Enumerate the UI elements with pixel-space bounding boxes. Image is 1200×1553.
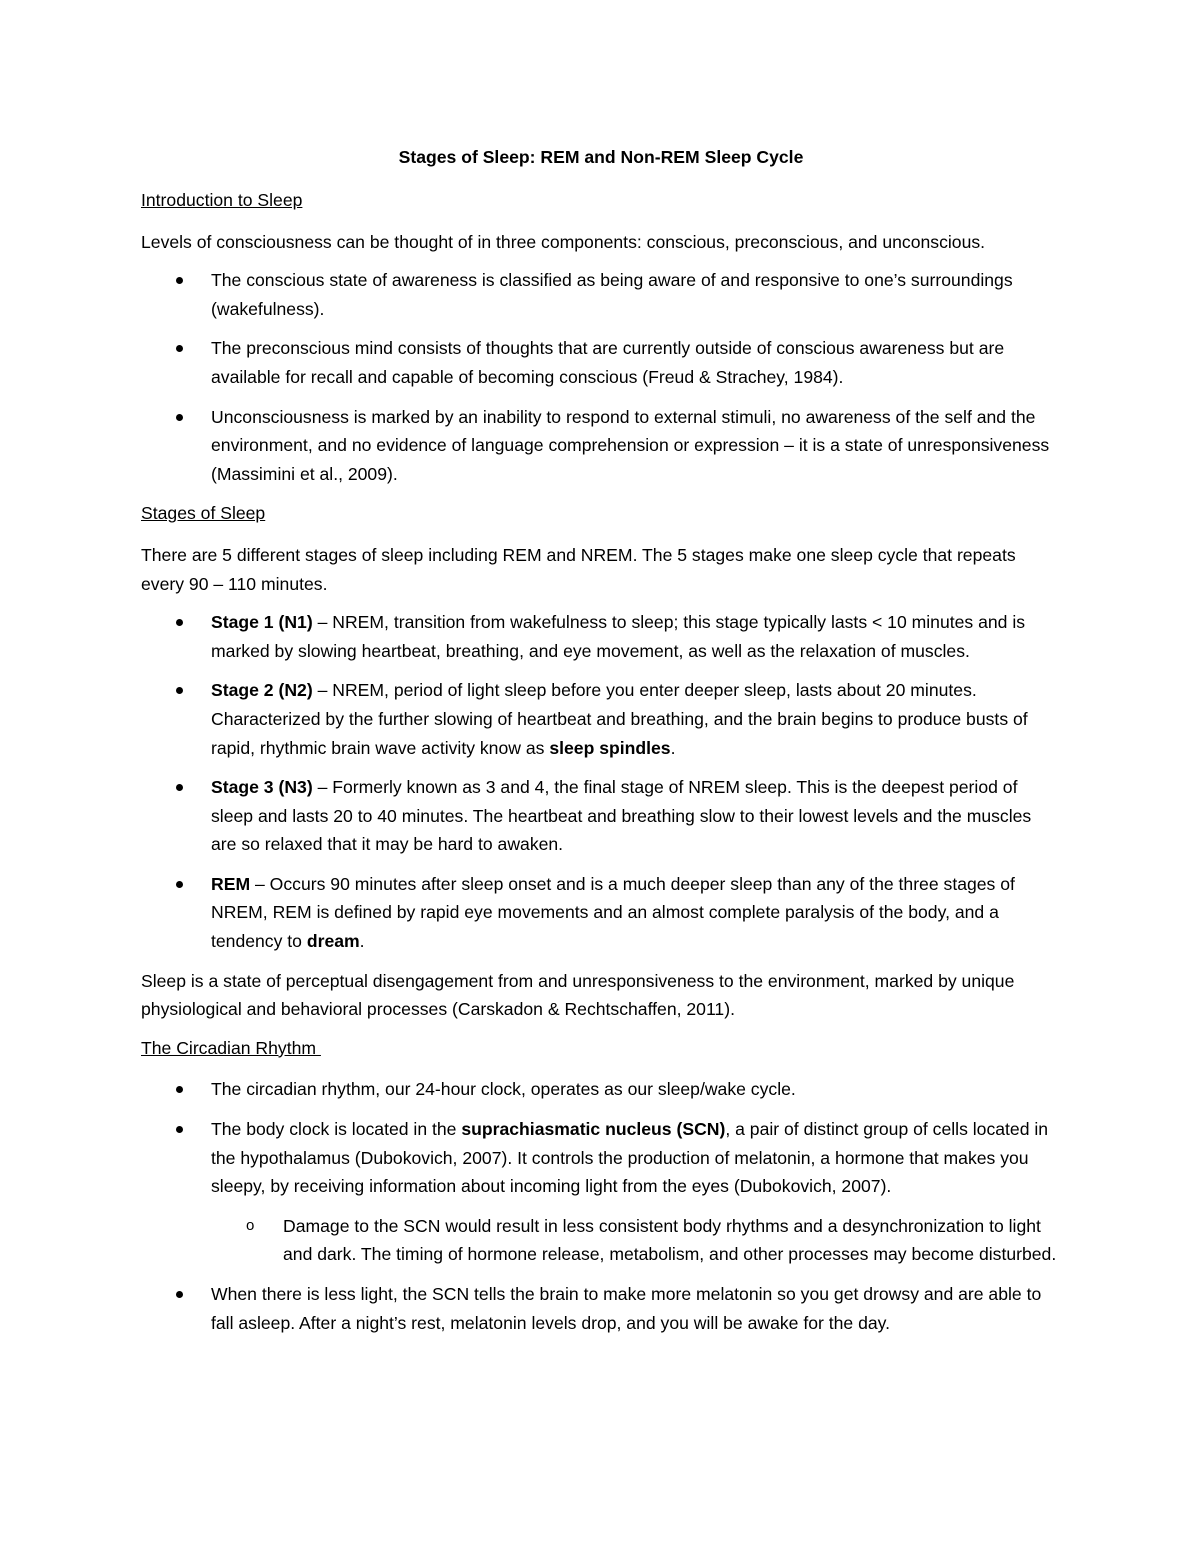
bold-term: dream (306, 931, 360, 952)
section-heading-circadian: The Circadian Rhythm (141, 1037, 321, 1058)
stage-label: Stage 1 (N1) (211, 612, 313, 633)
list-item-stage-2 (141, 676, 1061, 762)
bullet-icon (176, 784, 183, 791)
list-item (141, 1280, 1061, 1337)
sub-list (211, 1212, 1061, 1269)
sleep-definition-paragraph: Sleep is a state of perceptual disengagement from and unresponsiveness to the environment, marked by unique physiological and behavioral processes (Carskadon & Rechtschaffen, 2011). (141, 970, 1015, 1020)
list-item (141, 403, 1061, 489)
bold-term: sleep spindles (549, 737, 671, 758)
bullet-icon (176, 619, 183, 626)
sleep-stages-list (141, 608, 1061, 956)
section-heading-stages: Stages of Sleep (141, 503, 266, 524)
consciousness-list (141, 266, 1061, 488)
section-heading-introduction: Introduction to Sleep (141, 190, 303, 210)
list-item-stage-3 (141, 773, 1061, 859)
circadian-list (141, 1075, 1061, 1337)
sub-list-item-text: Damage to the SCN would result in less consistent body rhythms and a desynchronization to light and dark. The timing of hormone release, metabolism, and other processes may become disturbed. (283, 1215, 1057, 1265)
list-item (141, 1115, 1061, 1269)
list-item-stage-1 (141, 608, 1061, 665)
list-item-text: The circadian rhythm, our 24-hour clock, operates as our sleep/wake cycle. (211, 1079, 796, 1100)
list-item (141, 266, 1061, 323)
bullet-icon (176, 345, 183, 352)
list-item-text: Unconsciousness is marked by an inability to respond to external stimuli, no awareness of the self and the environment, and no evidence of language comprehension or expression – it is a state of unresponsiveness (Massimini et al., 2009). (211, 406, 1050, 484)
list-item-text: The preconscious mind consists of thoughts that are currently outside of conscious awareness but are available for recall and capable of becoming conscious (Freud & Strachey, 1984). (211, 338, 1005, 387)
stage-description: – Occurs 90 minutes after sleep onset and is a much deeper sleep than any of the three stages of NREM, REM is defined by rapid eye movements and an almost complete paralysis of the body, and a tendency to (211, 873, 1015, 952)
stage-description: – Formerly known as 3 and 4, the final stage of NREM sleep. This is the deepest period of sleep and lasts 20 to 40 minutes. The heartbeat and breathing slow to their lowest levels and the muscles are so relaxed that it may be hard to awaken. (211, 777, 1032, 855)
list-item-text: The conscious state of awareness is classified as being aware of and responsive to one’s surroundings (wakefulness). (211, 270, 1013, 319)
sub-list-item (141, 1212, 1061, 1269)
stage-label: Stage 3 (N3) (211, 777, 313, 798)
stage-description: – NREM, transition from wakefulness to sleep; this stage typically lasts < 10 minutes and is marked by slowing heartbeat, breathing, and eye movement, as well as the relaxation of muscles. (211, 612, 1026, 661)
bullet-icon (176, 1126, 183, 1133)
list-item-text: , a pair of distinct group of cells located in the hypothalamus (Dubokovich, 2007). It controls the production of melatonin, a hormone that makes you sleepy, by receiving information about incoming light from the eyes (Dubokovich, 2007). (211, 1119, 1049, 1197)
bold-term: suprachiasmatic nucleus (SCN) (461, 1119, 726, 1140)
sentence-end: . (670, 737, 676, 758)
bullet-icon (176, 277, 183, 284)
bullet-icon (176, 881, 183, 888)
bullet-icon (176, 414, 183, 421)
sub-bullet-icon: o (246, 1216, 255, 1234)
list-item-rem (141, 870, 1061, 956)
stage-label: REM (211, 873, 251, 894)
list-item-text: When there is less light, the SCN tells the brain to make more melatonin so you get drowsy and are able to fall asleep. After a night’s rest, melatonin levels drop, and you will be awake for the day. (211, 1284, 1042, 1333)
document-body (141, 143, 1061, 1348)
bullet-icon (176, 1086, 183, 1093)
list-item (141, 334, 1061, 391)
stage-label: Stage 2 (N2) (211, 680, 313, 701)
stages-paragraph: There are 5 different stages of sleep including REM and NREM. The 5 stages make one sleep cycle that repeats every 90 – 110 minutes. (141, 544, 1016, 594)
document-title: Stages of Sleep: REM and Non-REM Sleep Cycle (398, 147, 804, 167)
stage-description: – NREM, period of light sleep before you enter deeper sleep, lasts about 20 minutes. Characterized by the further slowing of heartbeat and breathing, and the brain begins to produce busts of rapid, rhythmic brain wave activity know as (211, 680, 1028, 758)
bullet-icon (176, 1291, 183, 1298)
list-item (141, 1075, 1061, 1104)
intro-paragraph: Levels of consciousness can be thought of in three components: conscious, preconscious, and unconscious. (141, 231, 986, 252)
bullet-icon (176, 687, 183, 694)
list-item-text: The body clock is located in the (211, 1119, 462, 1140)
sentence-end: . (359, 931, 365, 952)
